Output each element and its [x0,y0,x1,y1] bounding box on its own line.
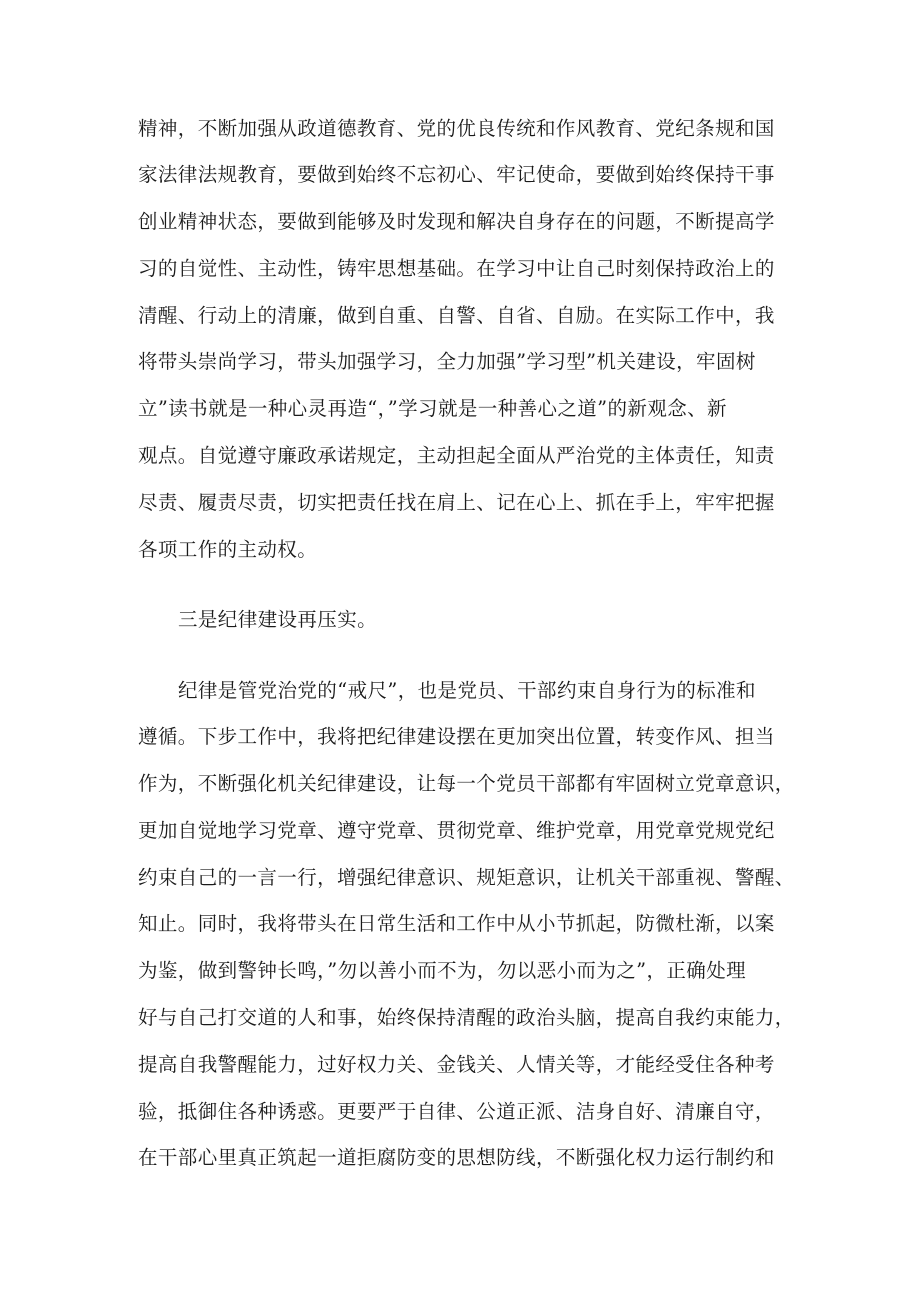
text-line: 习的自觉性、主动性，铸牢思想基础。在学习中让自己时刻保持政治上的 [138,257,775,280]
text-line: 精神，不断加强从政道德教育、党的优良传统和作风教育、党纪条规和国 [138,117,775,140]
text-line: 纪律是管党治党的“戒尺”，也是党员、干部约束自身行为的标准和 [178,679,756,702]
text-line: 提高自我警醒能力，过好权力关、金钱关、人情关等，才能经受住各种考 [138,1053,775,1076]
text-line: 遵循。下步工作中，我将把纪律建设摆在更加突出位置，转变作风、担当 [138,725,775,748]
text-line: 好与自己打交道的人和事，始终保持清醒的政治头脑，提高自我约束能力， [138,1006,795,1029]
text-line: 各项工作的主动权。 [138,538,318,561]
section-heading: 三是纪律建设再压实。 [178,608,378,631]
text-line: 尽责、履责尽责，切实把责任找在肩上、记在心上、抓在手上，牢牢把握 [138,491,775,514]
text-line: 在干部心里真正筑起一道拒腐防变的思想防线，不断强化权力运行制约和 [138,1146,775,1169]
text-line: 更加自觉地学习党章、遵守党章、贯彻党章、维护党章，用党章党规党纪 [138,819,775,842]
text-line: 创业精神状态，要做到能够及时发现和解决自身存在的问题，不断提高学 [138,210,775,233]
text-line: 作为，不断强化机关纪律建设，让每一个党员干部都有牢固树立党章意识， [138,772,795,795]
text-line: 约束自己的一言一行，增强纪律意识、规矩意识，让机关干部重视、警醒、 [138,866,795,889]
text-line: 验，抵御住各种诱惑。更要严于自律、公道正派、洁身自好、清廉自守， [138,1100,775,1123]
text-line: 将带头崇尚学习，带头加强学习，全力加强”学习型”机关建设，牢固树 [138,350,756,373]
text-line: 立”读书就是一种心灵再造“，”学习就是一种善心之道”的新观念、新 [138,397,727,420]
text-line: 知止。同时，我将带头在日常生活和工作中从小节抓起，防微杜渐，以案 [138,912,775,935]
text-line: 为鉴，做到警钟长鸣，”勿以善小而不为，勿以恶小而为之”，正确处理 [138,959,746,982]
text-line: 观点。自觉遵守廉政承诺规定，主动担起全面从严治党的主体责任，知责 [138,444,775,467]
text-line: 家法律法规教育，要做到始终不忘初心、牢记使命，要做到始终保持干事 [138,163,775,186]
text-line: 清醒、行动上的清廉，做到自重、自警、自省、自励。在实际工作中，我 [138,304,775,327]
